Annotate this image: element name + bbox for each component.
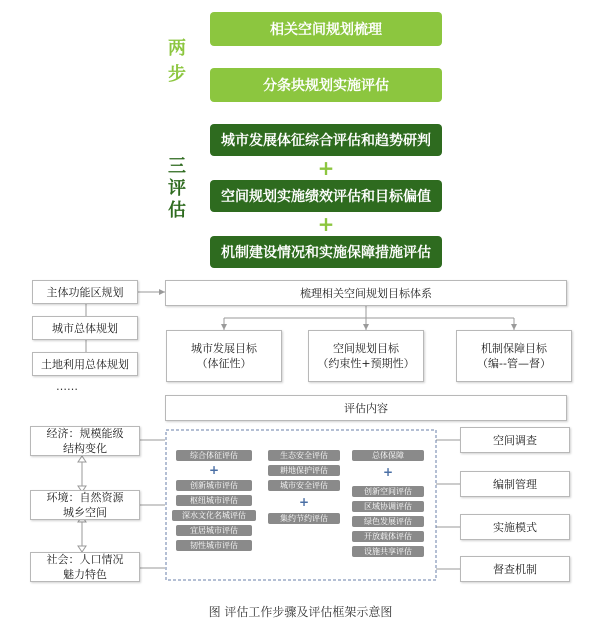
plan-item-label: 主体功能区规划 xyxy=(46,285,124,299)
step-bar-1 xyxy=(210,12,442,46)
right-item-label: 督查机制 xyxy=(493,562,537,576)
inner-pill: 综合体征评估 xyxy=(176,450,252,461)
goal-title: 城市发展目标 xyxy=(191,342,257,355)
factor-line: 经济：规模能级 xyxy=(46,427,124,440)
step-1-label: 相关空间规划梳理 xyxy=(270,22,382,38)
three-evals-label: 三 评 估 xyxy=(168,156,186,221)
inner-pill: 创新空间评估 xyxy=(352,486,424,497)
goal-box-spatial xyxy=(308,330,424,382)
plus-icon: + xyxy=(317,156,335,180)
goal-title: 空间规划目标 xyxy=(333,342,399,355)
factor-environment xyxy=(30,490,140,520)
right-item-label: 实施模式 xyxy=(493,520,537,534)
factor-line: 城乡空间 xyxy=(63,506,107,519)
eval-bar-1 xyxy=(210,124,442,156)
goal-system-box xyxy=(165,280,567,306)
plus-icon: + xyxy=(298,495,310,509)
plus-icon: + xyxy=(317,212,335,236)
goal-sub: （编--管—督） xyxy=(477,357,551,370)
factor-line: 结构变化 xyxy=(63,442,107,455)
right-item-supervision xyxy=(460,556,570,582)
plus-icon: + xyxy=(208,463,220,477)
factor-economy xyxy=(30,426,140,456)
eval-3-label: 机制建设情况和实施保障措施评估 xyxy=(221,245,431,261)
figure-caption: 图 评估工作步骤及评估框架示意图 xyxy=(208,605,393,619)
inner-pill: 集约节约评估 xyxy=(268,513,340,524)
step-2-label: 分条块规划实施评估 xyxy=(263,78,389,94)
inner-pill: 创新城市评估 xyxy=(176,480,252,491)
eval-content-box xyxy=(165,395,567,421)
eval-bar-2 xyxy=(210,180,442,212)
inner-pill: 深水文化名城评估 xyxy=(172,510,256,521)
goal-sub: （体征性） xyxy=(196,357,252,370)
right-item-survey xyxy=(460,427,570,453)
right-item-mode xyxy=(460,514,570,540)
goal-sub: （约束性+预期性） xyxy=(317,357,415,370)
inner-pill: 开放载体评估 xyxy=(352,531,424,542)
inner-pill: 总体保障 xyxy=(352,450,424,461)
inner-pill: 枢纽城市评估 xyxy=(176,495,252,506)
plan-item xyxy=(32,352,138,376)
inner-pill: 生态安全评估 xyxy=(268,450,340,461)
eval-bar-3 xyxy=(210,236,442,268)
two-steps-label: 两 步 xyxy=(168,38,186,85)
eval-1-label: 城市发展体征综合评估和趋势研判 xyxy=(221,133,431,149)
plans-ellipsis: …… xyxy=(56,380,78,393)
plan-item xyxy=(32,280,138,304)
factor-society xyxy=(30,552,140,582)
inner-pill: 区域协调评估 xyxy=(352,501,424,512)
right-item-management xyxy=(460,471,570,497)
factor-line: 魅力特色 xyxy=(63,568,107,581)
plan-item xyxy=(32,316,138,340)
goal-system-label: 梳理相关空间规划目标体系 xyxy=(300,286,432,300)
inner-pill: 韧性城市评估 xyxy=(176,540,252,551)
inner-pill: 绿色发展评估 xyxy=(352,516,424,527)
factor-line: 环境：自然资源 xyxy=(46,491,124,504)
goal-box-city xyxy=(166,330,282,382)
goal-title: 机制保障目标 xyxy=(481,342,547,355)
eval-content-label: 评估内容 xyxy=(344,401,388,415)
inner-pill: 设施共享评估 xyxy=(352,546,424,557)
step-bar-2 xyxy=(210,68,442,102)
plan-item-label: 土地利用总体规划 xyxy=(41,357,129,371)
inner-pill: 城市安全评估 xyxy=(268,480,340,491)
goal-box-mechanism xyxy=(456,330,572,382)
right-item-label: 空间调查 xyxy=(493,433,537,447)
plan-item-label: 城市总体规划 xyxy=(52,321,118,335)
inner-pill: 宜居城市评估 xyxy=(176,525,252,536)
eval-2-label: 空间规划实施绩效评估和目标偏值 xyxy=(221,189,431,205)
inner-pill: 耕地保护评估 xyxy=(268,465,340,476)
factor-line: 社会：人口情况 xyxy=(46,553,124,566)
right-item-label: 编制管理 xyxy=(493,477,537,491)
plus-icon: + xyxy=(382,465,394,479)
